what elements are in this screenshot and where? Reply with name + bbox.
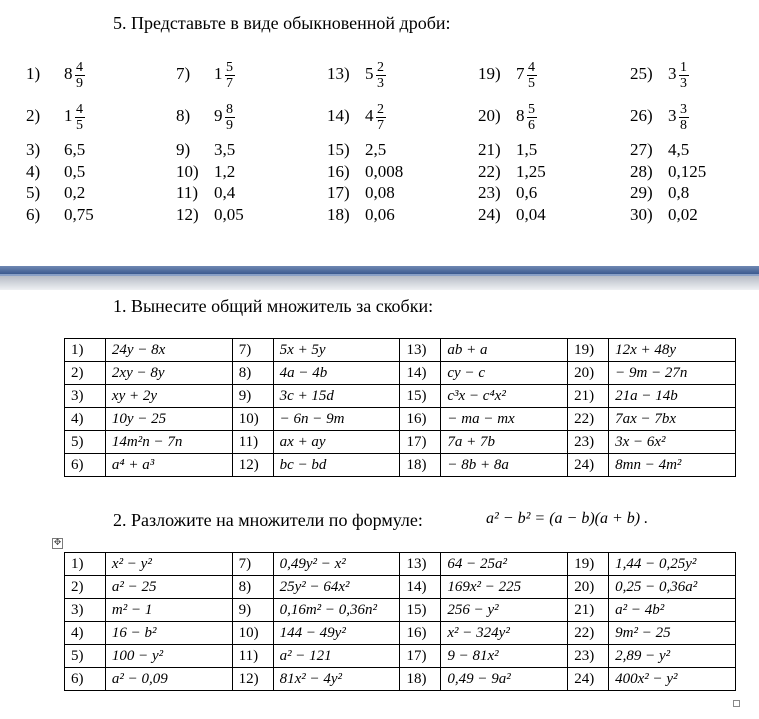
expression-cell: m² − 1 xyxy=(105,599,232,622)
expression-cell: xy + 2y xyxy=(105,385,232,408)
page-break-shadow xyxy=(0,276,759,290)
task-number-cell: 4) xyxy=(65,408,106,431)
item-number: 17) xyxy=(327,183,350,202)
table-row xyxy=(65,553,736,576)
expression-cell: a² − 4b² xyxy=(609,599,736,622)
denominator: 5 xyxy=(528,76,535,91)
expression-cell: 1,44 − 0,25y² xyxy=(609,553,736,576)
task-number-cell: 20) xyxy=(568,576,609,599)
decimal-item xyxy=(478,183,537,203)
decimal-value: 1,5 xyxy=(516,140,538,159)
expression-cell: a² − 25 xyxy=(105,576,232,599)
item-number: 9) xyxy=(176,140,191,159)
decimal-item xyxy=(630,140,689,160)
item-number: 23) xyxy=(478,183,501,202)
table-move-handle-icon[interactable]: ✥ xyxy=(53,538,62,548)
denominator: 7 xyxy=(226,76,233,91)
fraction xyxy=(376,102,386,133)
numerator: 1 xyxy=(680,60,687,75)
numerator: 5 xyxy=(226,60,233,75)
numerator: 3 xyxy=(680,102,687,117)
decimal-value: 4,5 xyxy=(668,140,690,159)
task-number-cell: 2) xyxy=(65,576,106,599)
task-number-cell: 15) xyxy=(400,385,441,408)
expression-cell: 64 − 25a² xyxy=(441,553,568,576)
whole-part: 9 xyxy=(214,106,223,126)
expression-cell: 9 − 81x² xyxy=(441,645,568,668)
task-number-cell: 17) xyxy=(400,431,441,454)
fraction-item xyxy=(26,60,85,91)
task-number-cell: 9) xyxy=(232,385,273,408)
task-number-cell: 20) xyxy=(568,362,609,385)
decimal-value: 0,05 xyxy=(214,205,244,224)
table-row xyxy=(65,385,736,408)
decimal-item xyxy=(176,205,244,225)
expression-cell: 256 − y² xyxy=(441,599,568,622)
task-number-cell: 7) xyxy=(232,553,273,576)
task-number-cell: 17) xyxy=(400,645,441,668)
task-number-cell: 22) xyxy=(568,408,609,431)
task-number-cell: 18) xyxy=(400,454,441,477)
table-row xyxy=(65,576,736,599)
decimal-value: 0,5 xyxy=(64,162,86,181)
denominator: 6 xyxy=(528,118,535,133)
task-number-cell: 16) xyxy=(400,408,441,431)
table-row xyxy=(65,362,736,385)
denominator: 3 xyxy=(377,76,384,91)
table-row xyxy=(65,339,736,362)
task-number-cell: 23) xyxy=(568,431,609,454)
numerator: 4 xyxy=(528,60,535,75)
decimal-value: 0,6 xyxy=(516,183,538,202)
fraction-item xyxy=(327,60,386,91)
task-number-cell: 12) xyxy=(232,668,273,691)
task-number-cell: 19) xyxy=(568,553,609,576)
table-row xyxy=(65,431,736,454)
formula-text: a² − b² = (a − b)(a + b) . xyxy=(486,510,649,527)
decimal-value: 1,25 xyxy=(516,162,546,181)
decimal-item xyxy=(630,183,689,203)
decimal-value: 1,2 xyxy=(214,162,236,181)
decimal-item xyxy=(327,140,386,160)
section1-title: 1. Вынесите общий множитель за скобки: xyxy=(113,296,434,316)
expression-cell: 7a + 7b xyxy=(441,431,568,454)
fraction-item xyxy=(630,60,689,91)
task-number-cell: 12) xyxy=(232,454,273,477)
item-number: 11) xyxy=(176,183,199,202)
item-number: 2) xyxy=(26,106,41,126)
expression-cell: x² − y² xyxy=(105,553,232,576)
item-number: 29) xyxy=(630,183,653,202)
whole-part: 4 xyxy=(365,106,374,126)
item-number: 4) xyxy=(26,162,41,181)
task-number-cell: 7) xyxy=(232,339,273,362)
task-number-cell: 21) xyxy=(568,385,609,408)
expression-cell: 9m² − 25 xyxy=(609,622,736,645)
difference-of-squares-table xyxy=(64,552,736,691)
denominator: 3 xyxy=(680,76,687,91)
fraction-item xyxy=(478,60,537,91)
item-number: 13) xyxy=(327,64,350,84)
fraction xyxy=(679,60,689,91)
section5-title: 5. Представьте в виде обыкновенной дроби: xyxy=(113,13,451,33)
expression-cell: 14m²n − 7n xyxy=(105,431,232,454)
decimal-value: 0,2 xyxy=(64,183,86,202)
denominator: 8 xyxy=(680,118,687,133)
item-number: 8) xyxy=(176,106,191,126)
decimal-value: 0,4 xyxy=(214,183,236,202)
table-row xyxy=(65,408,736,431)
fraction-item xyxy=(478,102,537,133)
expression-cell: 10y − 25 xyxy=(105,408,232,431)
decimal-value: 0,75 xyxy=(64,205,94,224)
expression-cell: 12x + 48y xyxy=(609,339,736,362)
task-number-cell: 6) xyxy=(65,668,106,691)
item-number: 10) xyxy=(176,162,199,181)
expression-cell: ab + a xyxy=(441,339,568,362)
fraction xyxy=(527,102,537,133)
expression-cell: 8mn − 4m² xyxy=(609,454,736,477)
expression-cell: 24y − 8x xyxy=(105,339,232,362)
item-number: 16) xyxy=(327,162,350,181)
expression-cell: − 9m − 27n xyxy=(609,362,736,385)
numerator: 4 xyxy=(76,102,83,117)
expression-cell: a⁴ + a³ xyxy=(105,454,232,477)
task-number-cell: 23) xyxy=(568,645,609,668)
numerator: 8 xyxy=(226,102,233,117)
item-number: 18) xyxy=(327,205,350,224)
expression-cell: 400x² − y² xyxy=(609,668,736,691)
whole-part: 8 xyxy=(516,106,525,126)
expression-cell: 3c + 15d xyxy=(273,385,400,408)
table-row xyxy=(65,645,736,668)
expression-cell: − 6n − 9m xyxy=(273,408,400,431)
item-number: 28) xyxy=(630,162,653,181)
expression-cell: 0,16m² − 0,36n² xyxy=(273,599,400,622)
decimal-item xyxy=(630,162,706,182)
task-number-cell: 5) xyxy=(65,645,106,668)
table-row xyxy=(65,454,736,477)
expression-cell: 0,25 − 0,36a² xyxy=(609,576,736,599)
expression-cell: 21a − 14b xyxy=(609,385,736,408)
decimal-item xyxy=(478,140,537,160)
decimal-value: 3,5 xyxy=(214,140,236,159)
item-number: 5) xyxy=(26,183,41,202)
task-number-cell: 18) xyxy=(400,668,441,691)
expression-cell: 2xy − 8y xyxy=(105,362,232,385)
item-number: 14) xyxy=(327,106,350,126)
expression-cell: x² − 324y² xyxy=(441,622,568,645)
fraction xyxy=(75,60,85,91)
fraction xyxy=(225,102,235,133)
decimal-item xyxy=(630,205,698,225)
table-row xyxy=(65,622,736,645)
task-number-cell: 4) xyxy=(65,622,106,645)
denominator: 9 xyxy=(226,118,233,133)
item-number: 27) xyxy=(630,140,653,159)
item-number: 24) xyxy=(478,205,501,224)
item-number: 30) xyxy=(630,205,653,224)
task-number-cell: 11) xyxy=(232,431,273,454)
task-number-cell: 13) xyxy=(400,553,441,576)
task-number-cell: 10) xyxy=(232,622,273,645)
expression-cell: c³x − c⁴x² xyxy=(441,385,568,408)
task-number-cell: 8) xyxy=(232,362,273,385)
expression-cell: 100 − y² xyxy=(105,645,232,668)
expression-cell: 169x² − 225 xyxy=(441,576,568,599)
decimal-value: 2,5 xyxy=(365,140,387,159)
task-number-cell: 14) xyxy=(400,362,441,385)
fraction-item xyxy=(176,102,235,133)
table-row xyxy=(65,668,736,691)
denominator: 7 xyxy=(377,118,384,133)
decimal-item xyxy=(327,183,395,203)
expression-cell: a² − 0,09 xyxy=(105,668,232,691)
table-row xyxy=(65,599,736,622)
item-number: 3) xyxy=(26,140,41,159)
expression-cell: 25y² − 64x² xyxy=(273,576,400,599)
item-number: 20) xyxy=(478,106,501,126)
whole-part: 8 xyxy=(64,64,73,84)
item-number: 1) xyxy=(26,64,41,84)
decimal-item xyxy=(327,162,403,182)
decimal-value: 0,008 xyxy=(365,162,404,181)
task-number-cell: 5) xyxy=(65,431,106,454)
decimal-value: 0,8 xyxy=(668,183,690,202)
task-number-cell: 21) xyxy=(568,599,609,622)
decimal-value: 0,125 xyxy=(668,162,707,181)
task-number-cell: 24) xyxy=(568,668,609,691)
denominator: 5 xyxy=(76,118,83,133)
task-number-cell: 10) xyxy=(232,408,273,431)
task-number-cell: 2) xyxy=(65,362,106,385)
whole-part: 5 xyxy=(365,64,374,84)
fraction xyxy=(376,60,386,91)
expression-cell: 2,89 − y² xyxy=(609,645,736,668)
decimal-value: 0,04 xyxy=(516,205,546,224)
task-number-cell: 1) xyxy=(65,339,106,362)
task-number-cell: 6) xyxy=(65,454,106,477)
item-number: 12) xyxy=(176,205,199,224)
fraction-item xyxy=(176,60,235,91)
task-number-cell: 3) xyxy=(65,385,106,408)
expression-cell: 0,49 − 9a² xyxy=(441,668,568,691)
task-number-cell: 9) xyxy=(232,599,273,622)
fraction xyxy=(225,60,235,91)
decimal-item xyxy=(327,205,395,225)
whole-part: 3 xyxy=(668,106,677,126)
decimal-item xyxy=(26,140,85,160)
fraction xyxy=(75,102,85,133)
item-number: 6) xyxy=(26,205,41,224)
page-break-bar xyxy=(0,266,759,274)
task-number-cell: 24) xyxy=(568,454,609,477)
fraction xyxy=(679,102,689,133)
expression-cell: 16 − b² xyxy=(105,622,232,645)
item-number: 7) xyxy=(176,64,191,84)
expression-cell: cy − c xyxy=(441,362,568,385)
decimal-value: 6,5 xyxy=(64,140,86,159)
expression-cell: − 8b + 8a xyxy=(441,454,568,477)
item-number: 26) xyxy=(630,106,653,126)
common-factor-table xyxy=(64,338,736,477)
decimal-value: 0,08 xyxy=(365,183,395,202)
decimal-item xyxy=(176,162,235,182)
fraction xyxy=(527,60,537,91)
expression-cell: ax + ay xyxy=(273,431,400,454)
task-number-cell: 13) xyxy=(400,339,441,362)
item-number: 19) xyxy=(478,64,501,84)
decimal-item xyxy=(26,162,85,182)
task-number-cell: 16) xyxy=(400,622,441,645)
item-number: 15) xyxy=(327,140,350,159)
section2-title: 2. Разложите на множители по формуле: xyxy=(113,510,423,530)
task-number-cell: 11) xyxy=(232,645,273,668)
expression-cell: − ma − mx xyxy=(441,408,568,431)
decimal-item xyxy=(26,205,94,225)
item-number: 21) xyxy=(478,140,501,159)
expression-cell: a² − 121 xyxy=(273,645,400,668)
decimal-item xyxy=(176,140,235,160)
expression-cell: 5x + 5y xyxy=(273,339,400,362)
expression-cell: bc − bd xyxy=(273,454,400,477)
table-resize-handle[interactable] xyxy=(733,700,740,707)
whole-part: 7 xyxy=(516,64,525,84)
item-number: 22) xyxy=(478,162,501,181)
expression-cell: 3x − 6x² xyxy=(609,431,736,454)
denominator: 9 xyxy=(76,76,83,91)
task-number-cell: 14) xyxy=(400,576,441,599)
numerator: 2 xyxy=(377,102,384,117)
decimal-value: 0,02 xyxy=(668,205,698,224)
decimal-item xyxy=(176,183,235,203)
expression-cell: 0,49y² − x² xyxy=(273,553,400,576)
expression-cell: 144 − 49y² xyxy=(273,622,400,645)
decimal-item xyxy=(26,183,85,203)
whole-part: 1 xyxy=(214,64,223,84)
whole-part: 3 xyxy=(668,64,677,84)
fraction-item xyxy=(26,102,85,133)
numerator: 2 xyxy=(377,60,384,75)
task-number-cell: 1) xyxy=(65,553,106,576)
task-number-cell: 19) xyxy=(568,339,609,362)
numerator: 4 xyxy=(76,60,83,75)
decimal-value: 0,06 xyxy=(365,205,395,224)
task-number-cell: 8) xyxy=(232,576,273,599)
task-number-cell: 22) xyxy=(568,622,609,645)
decimal-item xyxy=(478,162,546,182)
expression-cell: 4a − 4b xyxy=(273,362,400,385)
expression-cell: 7ax − 7bx xyxy=(609,408,736,431)
task-number-cell: 3) xyxy=(65,599,106,622)
fraction-item xyxy=(327,102,386,133)
whole-part: 1 xyxy=(64,106,73,126)
task-number-cell: 15) xyxy=(400,599,441,622)
numerator: 5 xyxy=(528,102,535,117)
fraction-item xyxy=(630,102,689,133)
decimal-item xyxy=(478,205,546,225)
expression-cell: 81x² − 4y² xyxy=(273,668,400,691)
item-number: 25) xyxy=(630,64,653,84)
